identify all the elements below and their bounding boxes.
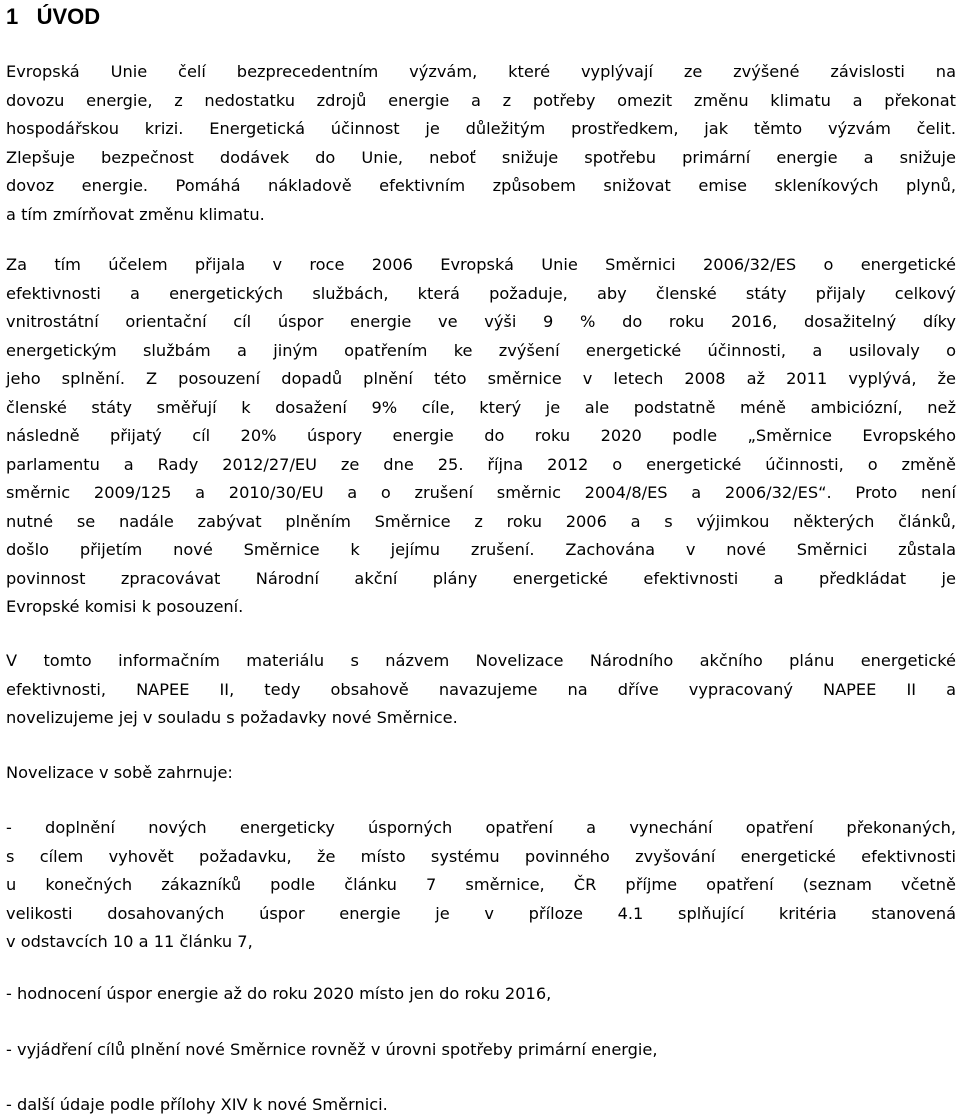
- text-line: - hodnocení úspor energie až do roku 2020 místo jen do roku 2016,: [6, 984, 552, 1003]
- text-line: Za tím účelem přijala v roce 2006 Evropská Unie Směrnici 2006/32/ES o energetické: [6, 255, 956, 274]
- text-line: Evropská Unie čelí bezprecedentním výzvám, které vyplývají ze zvýšené závislosti na: [6, 62, 956, 81]
- text-line: a tím zmírňovat změnu klimatu.: [6, 204, 265, 224]
- text-line: Zlepšuje bezpečnost dodávek do Unie, neboť snižuje spotřebu primární energie a snižuje: [6, 147, 956, 167]
- text-line: vnitrostátní orientační cíl úspor energie ve výši 9 % do roku 2016, dosažitelný díky: [6, 312, 956, 331]
- text-line: dovozu energie, z nedostatku zdrojů energie a z potřeby omezit změnu klimatu a překonat: [6, 90, 956, 110]
- text-line: parlamentu a Rady 2012/27/EU ze dne 25. října 2012 o energetické účinnosti, o změně: [6, 454, 956, 474]
- text-line: v odstavcích 10 a 11 článku 7,: [6, 932, 253, 951]
- text-line: následně přijatý cíl 20% úspory energie do roku 2020 podle „Směrnice Evropského: [6, 426, 956, 445]
- text-line: povinnost zpracovávat Národní akční plány energetické efektivnosti a předkládat je: [6, 568, 956, 588]
- list-item-measures: [6, 814, 956, 957]
- text-line: dovoz energie. Pomáhá nákladově efektivním způsobem snižovat emise skleníkových plynů,: [6, 176, 956, 195]
- text-line: efektivnosti a energetických službách, která požaduje, aby členské státy přijaly celkový: [6, 283, 956, 303]
- text-line: V tomto informačním materiálu s názvem Novelizace Národního akčního plánu energetické: [6, 651, 956, 670]
- paragraph-directive: [6, 251, 956, 622]
- text-line: - vyjádření cílů plnění nové Směrnice rovněž v úrovni spotřeby primární energie,: [6, 1040, 658, 1059]
- text-line: u konečných zákazníků podle článku 7 směrnice, ČR příjme opatření (seznam včetně: [6, 875, 956, 894]
- paragraph-napee: [6, 647, 956, 733]
- text-line: efektivnosti, NAPEE II, tedy obsahově navazujeme na dříve vypracovaný NAPEE II a: [6, 679, 956, 699]
- paragraph-intro: [6, 58, 956, 229]
- list-item-annex: [6, 1091, 956, 1120]
- section-heading: [6, 4, 100, 30]
- text-line: novelizujeme jej v souladu s požadavky nové Směrnice.: [6, 708, 458, 727]
- text-line: energetickým službám a jiným opatřením ke zvýšení energetické účinnosti, a usilovaly o: [6, 340, 956, 360]
- list-item-targets: [6, 1036, 956, 1065]
- text-line: jeho splnění. Z posouzení dopadů plnění této směrnice v letech 2008 až 2011 vyplývá, že: [6, 369, 956, 388]
- text-line: členské státy směřují k dosažení 9% cíle, který je ale podstatně méně ambiciózní, než: [6, 397, 956, 417]
- section-title: ÚVOD: [36, 4, 101, 29]
- text-line: směrnic 2009/125 a 2010/30/EU a o zrušení směrnic 2004/8/ES a 2006/32/ES“. Proto není: [6, 483, 956, 502]
- text-line: došlo přijetím nové Směrnice k jejímu zrušení. Zachována v nové Směrnici zůstala: [6, 540, 956, 559]
- list-item-evaluation: [6, 980, 956, 1009]
- text-line: Evropské komisi k posouzení.: [6, 597, 244, 616]
- text-line: Novelizace v sobě zahrnuje:: [6, 763, 233, 782]
- text-line: - doplnění nových energeticky úsporných opatření a vynechání opatření překonaných,: [6, 818, 956, 837]
- text-line: - další údaje podle přílohy XIV k nové Směrnici.: [6, 1095, 388, 1114]
- section-number: 1: [6, 4, 19, 29]
- text-line: hospodářskou krizi. Energetická účinnost je důležitým prostředkem, jak těmto výzvám čelit.: [6, 119, 956, 138]
- text-line: nutné se nadále zabývat plněním Směrnice z roku 2006 a s výjimkou některých článků,: [6, 511, 956, 531]
- text-line: s cílem vyhovět požadavku, že místo systému povinného zvyšování energetické efektivnosti: [6, 846, 956, 866]
- text-line: velikosti dosahovaných úspor energie je v příloze 4.1 splňující kritéria stanovená: [6, 903, 956, 923]
- paragraph-list-intro: [6, 759, 956, 788]
